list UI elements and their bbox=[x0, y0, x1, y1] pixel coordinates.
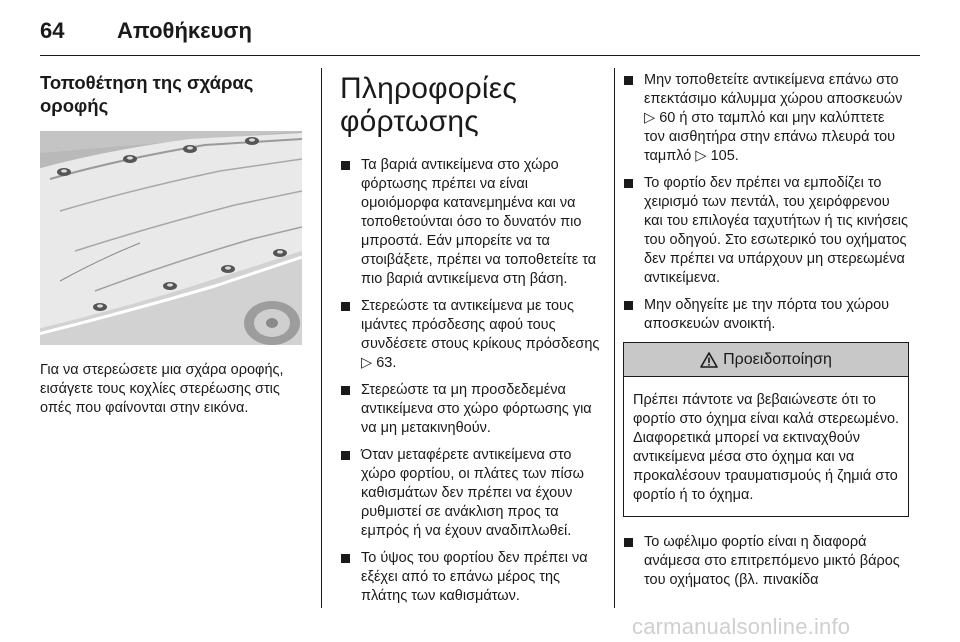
roof-rack-section bbox=[40, 71, 308, 418]
list-item bbox=[623, 296, 909, 334]
loading-list bbox=[623, 533, 909, 590]
list-item-text: Στερεώστε τα μη προσδεδεμένα αντικείμενα στο χώρο φόρτωσης για να μη μετακινηθούν. bbox=[361, 382, 592, 436]
list-item-text: Το ύψος του φορτίου δεν πρέπει να εξέχει από το επάνω μέρος της πλάτης των καθισμάτων. bbox=[361, 550, 588, 604]
column-divider bbox=[614, 68, 615, 608]
warning-header bbox=[624, 343, 908, 377]
list-item bbox=[623, 533, 909, 590]
list-item bbox=[340, 156, 605, 289]
bullet-square-icon bbox=[341, 302, 350, 311]
list-item bbox=[340, 381, 605, 438]
section-heading bbox=[340, 72, 605, 138]
page-ref-arrow-icon: ▷ bbox=[361, 355, 373, 371]
warning-title: Προειδοποίηση bbox=[723, 350, 832, 368]
bullet-square-icon bbox=[624, 301, 633, 310]
list-item-text: Τα βαριά αντικείμενα στο χώρο φόρτωσης πρέπει να είναι ομοιόμορφα κατανεμημένα και να τοποθετούνται όσο το δυνατόν πιο μπροστά. Εάν μπορείτε να τα στοιβάξετε, πρέπει να τοποθετείτε τα πιο βαριά αντικείμενα στη βάση. bbox=[361, 157, 597, 287]
roof-rack-caption: Για να στερεώσετε μια σχάρα οροφής, εισάγετε τους κοχλίες στερέωσης στις οπές που φαίνονται στην εικόνα. bbox=[40, 362, 284, 416]
list-item-text: Το ωφέλιμο φορτίο είναι η διαφορά ανάμεσα στο επιτρεπόμενο μικτό βάρος του οχήματος (βλ. πινακίδα bbox=[644, 534, 900, 588]
heading-line: Πληροφορίες bbox=[340, 72, 517, 105]
page-number: 64 bbox=[40, 18, 65, 43]
roof-rack-image bbox=[40, 131, 302, 345]
loading-info-continued bbox=[623, 71, 909, 598]
warning-box bbox=[623, 342, 909, 517]
page-header bbox=[40, 10, 920, 52]
list-item bbox=[340, 297, 605, 373]
bullet-square-icon bbox=[341, 161, 350, 170]
list-item-text: Μην οδηγείτε με την πόρτα του χώρου αποσκευών ανοικτή. bbox=[644, 297, 890, 332]
page-title: Αποθήκευση bbox=[117, 18, 252, 43]
bullet-square-icon bbox=[624, 179, 633, 188]
warning-text: Πρέπει πάντοτε να βεβαιώνεστε ότι το φορτίο στο όχημα είναι καλά στερεωμένο. Διαφορετικά μπορεί να εκτιναχθούν αντικείμενα μέσα στο όχημα και να προκαλέσουν τραυματισμούς ή ζημιά στο φορτίο ή το όχημα. bbox=[633, 392, 900, 503]
list-item-text: Στερεώστε τα αντικείμενα με τους ιμάντες πρόσδεσης αφού τους συνδέσετε στους κρίκους πρόσδεσης bbox=[361, 298, 600, 352]
bullet-square-icon bbox=[341, 451, 350, 460]
list-item bbox=[340, 549, 605, 606]
bullet-square-icon bbox=[624, 76, 633, 85]
loading-list bbox=[340, 156, 605, 606]
bullet-square-icon bbox=[341, 554, 350, 563]
list-item bbox=[623, 71, 909, 166]
section-heading: Τοποθέτηση της σχάρας οροφής bbox=[40, 72, 254, 116]
warning-triangle-icon bbox=[700, 352, 718, 368]
loading-info-section bbox=[340, 71, 605, 614]
list-item-text: Μην τοποθετείτε αντικείμενα επάνω στο επεκτάσιμο κάλυμμα χώρου αποσκευών bbox=[644, 72, 903, 107]
page-ref-arrow-icon: ▷ bbox=[695, 148, 707, 164]
column-divider bbox=[321, 68, 322, 608]
list-item-text: Όταν μεταφέρετε αντικείμενα στο χώρο φορτίου, οι πλάτες των πίσω καθισμάτων δεν πρέπει να έχουν ρυθμιστεί σε ανάκλιση προς τα εμπρός ή να έχουν αναδιπλωθεί. bbox=[361, 447, 584, 539]
roof-rack-illustration bbox=[40, 131, 302, 345]
header-rule bbox=[40, 55, 920, 56]
page-ref-arrow-icon: ▷ bbox=[644, 110, 656, 126]
page-ref: 60 ή στο ταμπλό και μην καλύπτετε τον αισθητήρα στην επάνω πλευρά του ταμπλό bbox=[644, 110, 896, 164]
bullet-square-icon bbox=[624, 538, 633, 547]
heading-line: φόρτωσης bbox=[340, 105, 479, 138]
watermark: carmanualsonline.info bbox=[632, 614, 851, 639]
list-item-text: Το φορτίο δεν πρέπει να εμποδίζει το χειρισμό των πεντάλ, του χειρόφρενου και του επιλογέα ταχυτήτων ή τις κινήσεις του οδηγού. Στο εσωτερικό του οχήματος δεν πρέπει να υπάρχουν μη στερεωμένα αντικείμενα. bbox=[644, 175, 908, 286]
loading-list bbox=[623, 71, 909, 334]
bullet-square-icon bbox=[341, 386, 350, 395]
page-ref: 63. bbox=[376, 355, 397, 371]
page-ref: 105. bbox=[710, 148, 739, 164]
list-item bbox=[623, 174, 909, 288]
list-item bbox=[340, 446, 605, 541]
